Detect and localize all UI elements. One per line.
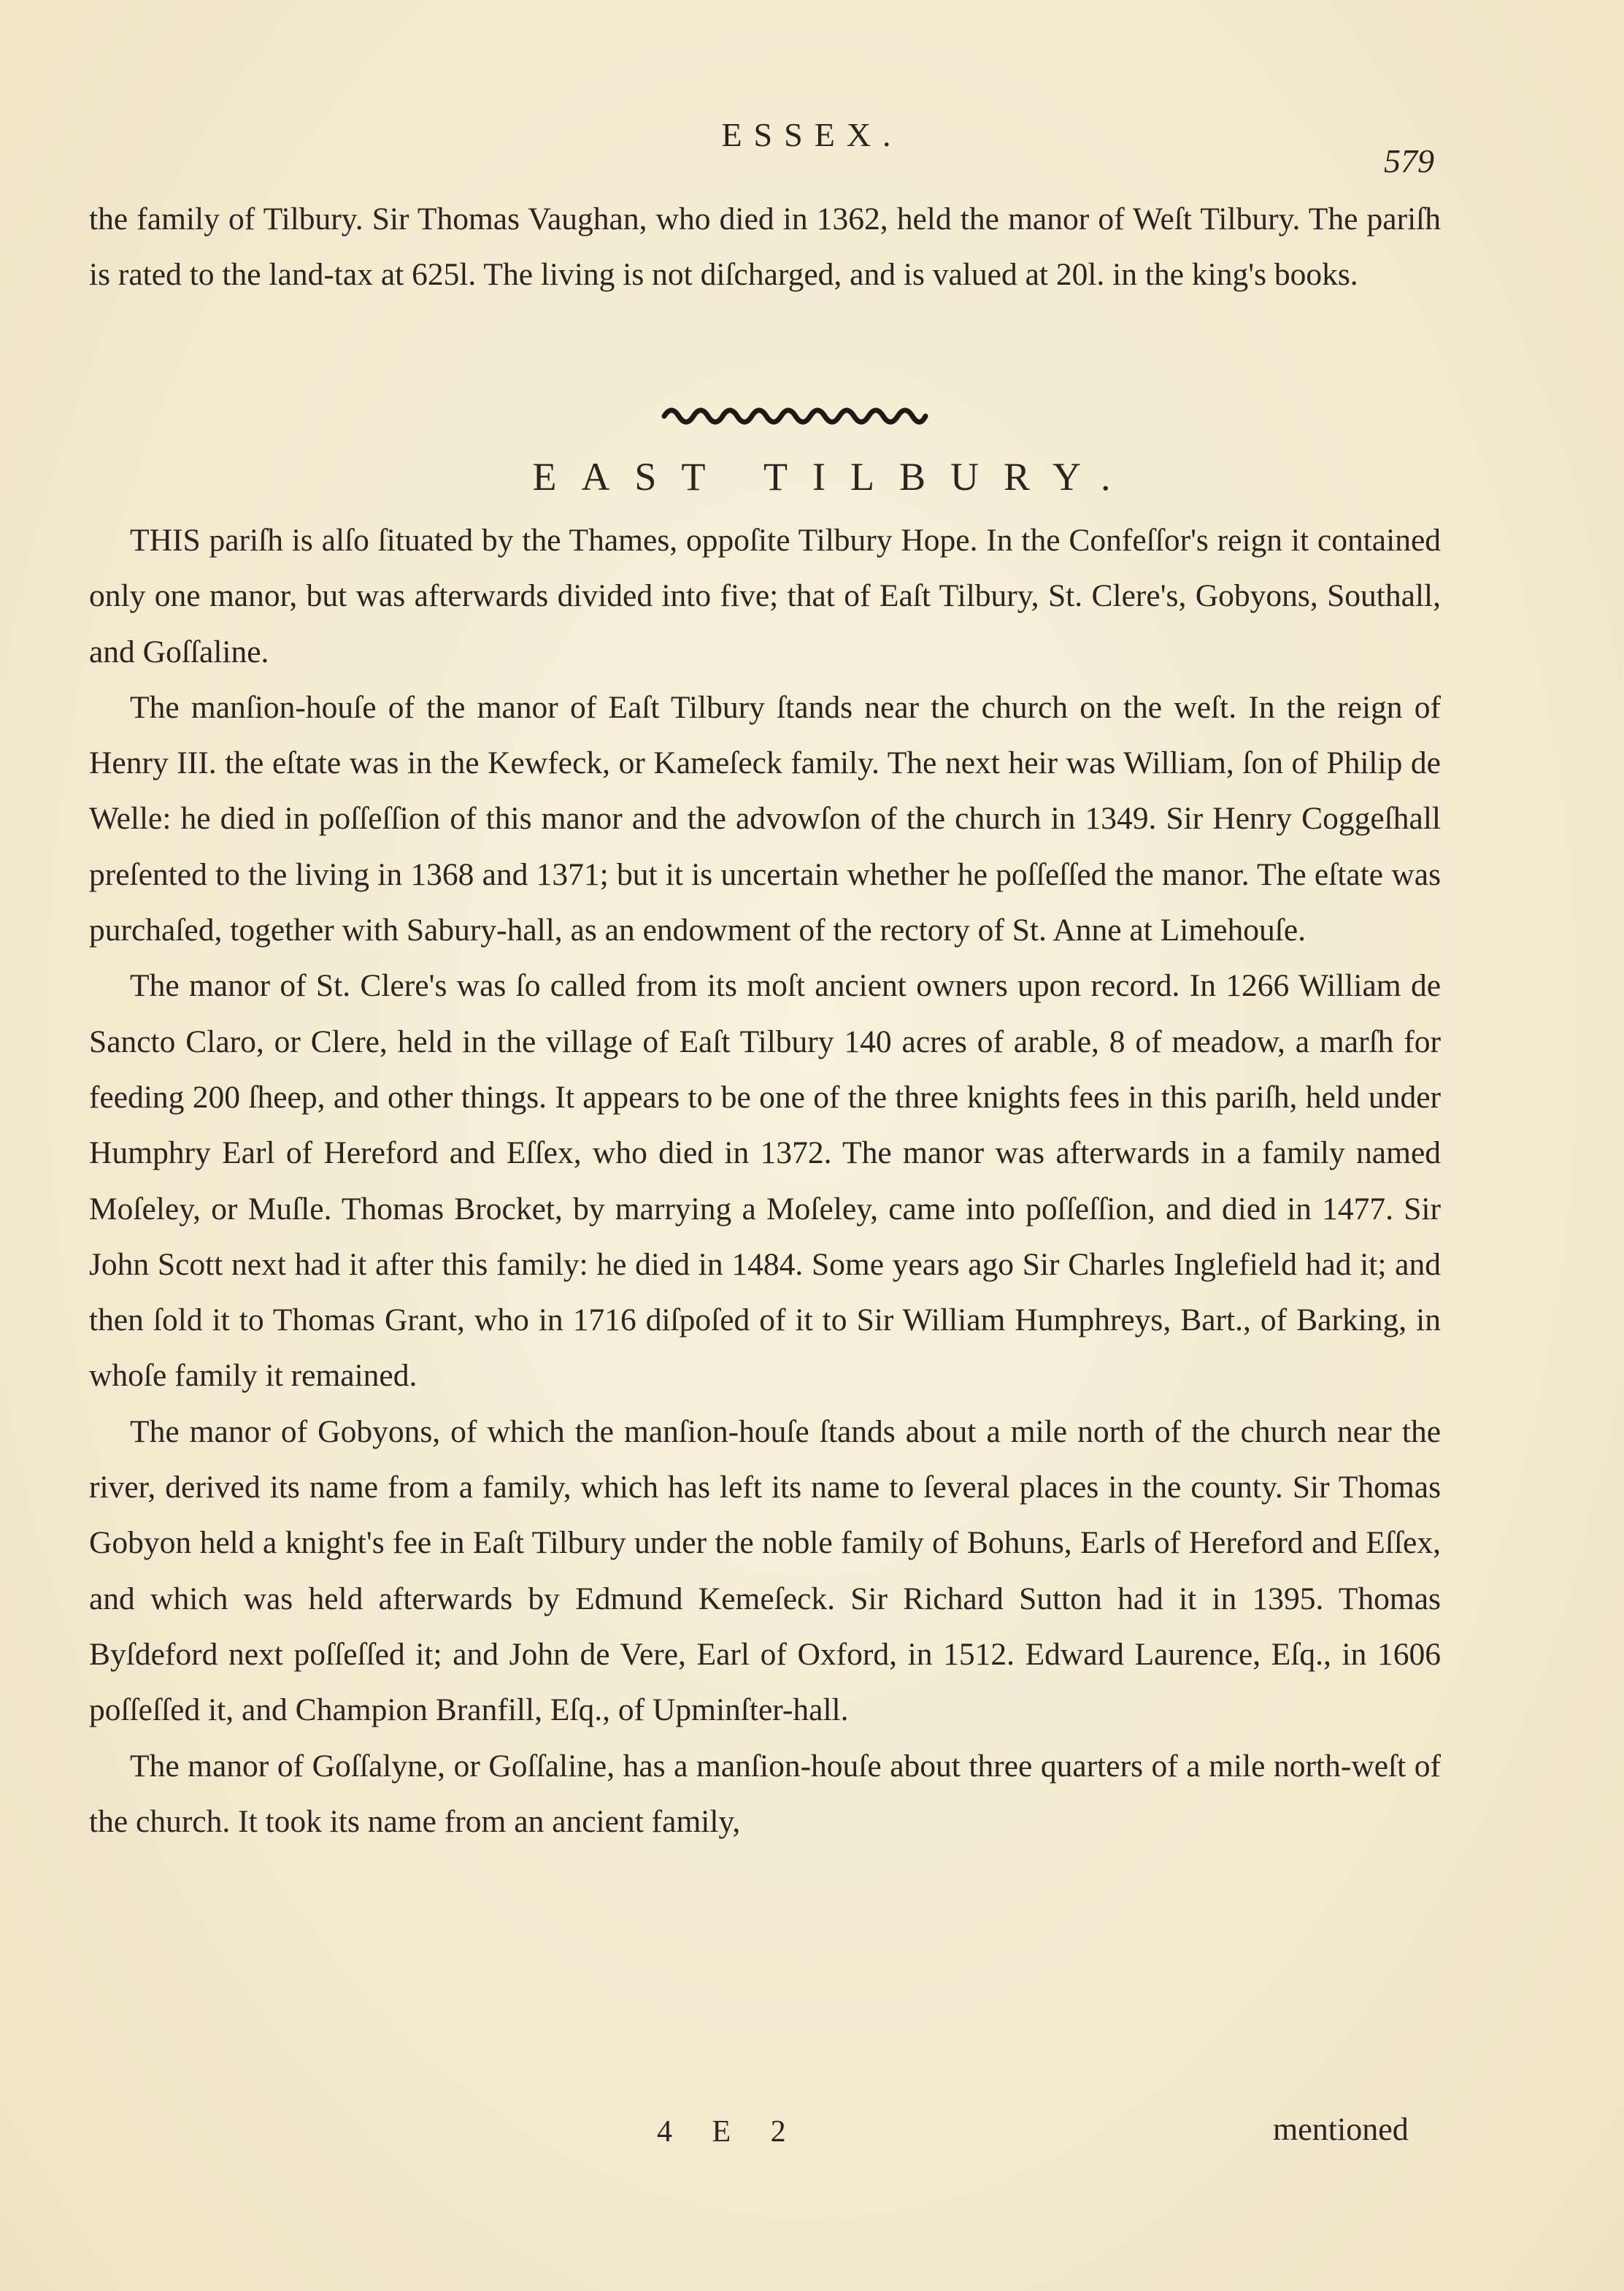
continuation-text [89,191,1441,303]
body-text [89,513,1441,1849]
paragraph-st-cleres: The manor of St. Clere's was ſo called from its moſt ancient owners upon record. In 1266 William de Sancto Claro, or Clere, held in the village of Eaſt Tilbury 140 acres of arable, 8 of meadow, a marſh for feeding 200 ſheep, and other things. It appears to be one of the three knights fees in this pariſh, held under Humphry Earl of Hereford and Eſſex, who died in 1372. The manor was afterwards in a family named Moſeley, or Muſle. Thomas Brocket, by marrying a Moſeley, came into poſſeſſion, and died in 1477. Sir John Scott next had it after this family: he died in 1484. Some years ago Sir Charles Inglefield had it; and then ſold it to Thomas Grant, who in 1716 diſpoſed of it to Sir William Humphreys, Bart., of Barking, in whoſe family it remained. [89,968,1441,1394]
running-head: ESSEX. [721,116,903,153]
paragraph-gobyons: The manor of Gobyons, of which the manſion-houſe ſtands about a mile north of the church near the river, derived its name from a family, which has left its name to ſeveral places in the county. Sir Thomas Gobyon held a knight's fee in Eaſt Tilbury under the noble family of Bohuns, Earls of Hereford and Eſſex, and which was held afterwards by Edmund Kemeſeck. Sir Richard Sutton had it in 1395. Thomas Byſdeford next poſſeſſed it; and John de Vere, Earl of Oxford, in 1512. Edward Laurence, Eſq., in 1606 poſſeſſed it, and Champion Branfill, Eſq., of Upminſter-hall. [89,1413,1441,1728]
continuation-paragraph: the family of Tilbury. Sir Thomas Vaughan, who died in 1362, held the manor of Weſt Tilbury. The pariſh is rated to the land-tax at 625l. The living is not diſcharged, and is valued at 20l. in the king's books. [89,202,1441,293]
paragraph-intro: THIS pariſh is alſo ſituated by the Thames, oppoſite Tilbury Hope. In the Confeſſor's reign it contained only one manor, but was afterwards divided into five; that of Eaſt Tilbury, St. Clere's, Gobyons, Southall, and Goſſaline. [89,523,1441,669]
paragraph-east-tilbury-manor: The manſion-houſe of the manor of Eaſt Tilbury ſtands near the church on the weſt. In the reign of Henry III. the eſtate was in the Kewfeck, or Kameſeck family. The next heir was William, ſon of Philip de Welle: he died in poſſeſſion of this manor and the advowſon of the church in 1349. Sir Henry Coggeſhall preſented to the living in 1368 and 1371; but it is uncertain whether he poſſeſſed the manor. The eſtate was purchaſed, together with Sabury-hall, as an endowment of the rectory of St. Anne at Limehouſe. [89,689,1441,948]
signature-mark: 4 E 2 [657,2115,802,2149]
ornament-divider [661,400,928,429]
catchword: mentioned [1273,2111,1409,2147]
section-title: EAST TILBURY. [532,455,1136,499]
page-number: 579 [1384,142,1434,180]
paragraph-gossaline: The manor of Goſſalyne, or Goſſaline, has a manſion-houſe about three quarters of a mile north-weſt of the church. It took its name from an ancient family, [89,1748,1441,1839]
